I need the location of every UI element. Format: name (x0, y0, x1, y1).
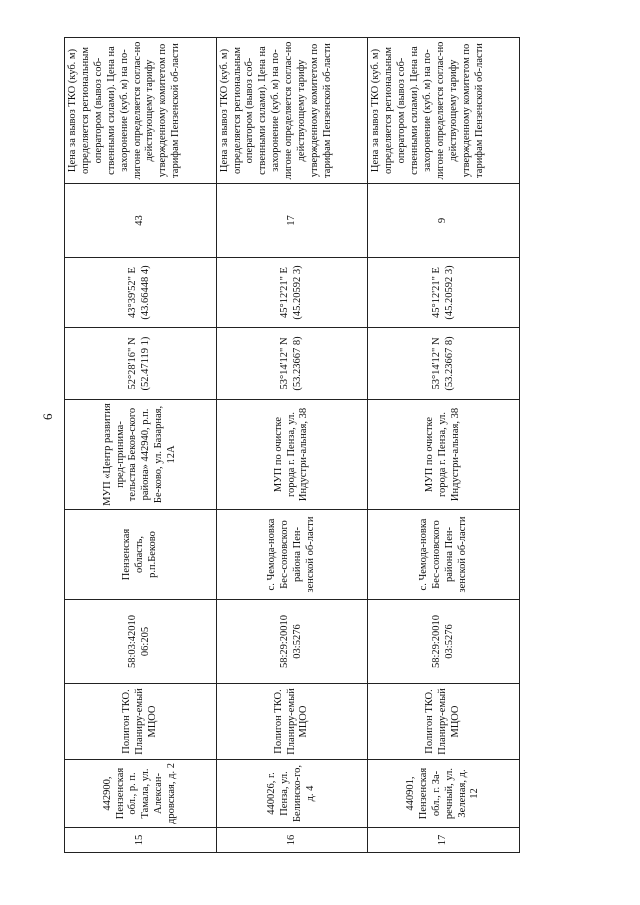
cell-address: 440901, Пензенская обл., г. За-речный, ул. Зеленая, д. 12 (368, 760, 520, 828)
cell-distance: 17 (216, 184, 368, 258)
cell-distance: 43 (65, 184, 217, 258)
table-row (65, 38, 217, 853)
landfill-table (64, 37, 520, 853)
cell-longitude: 45°12'21" E (45.20592 3) (368, 258, 520, 328)
table-row (368, 38, 520, 853)
cell-type: Полигон ТКО. Планиру-емый МЦОО (65, 684, 217, 760)
cell-type: Полигон ТКО. Планиру-емый МЦОО (216, 684, 368, 760)
cell-cadastral: 58:29:20010 03:5276 (368, 600, 520, 684)
cell-notes: Цена за вывоз ТКО (куб. м) определяется региональным оператором (вывоз соб-ственными силами). Цена на захоронение (куб. м) на по-лигоне определяется соглас-но действующему тарифу утвержденному комитетом по тарифам Пензенской об-ласти (368, 38, 520, 184)
cell-location: Пензенская область, р.п.Беково (65, 510, 217, 600)
cell-latitude: 52°28'16" N (52.47119 1) (65, 328, 217, 400)
cell-cadastral: 58:29:20010 03:5276 (216, 600, 368, 684)
cell-longitude: 45°12'21" E (45.20592 3) (216, 258, 368, 328)
cell-address: 440026, г. Пенза, ул. Белинско-го, д. 4 (216, 760, 368, 828)
cell-operator: МУП «Центр развития пред-принима-тельства Беков-ского района» 442940, р.п. Бе-ково, ул. Базарная, 12А (65, 400, 217, 510)
cell-notes: Цена за вывоз ТКО (куб. м) определяется региональным оператором (вывоз соб-ственными силами). Цена на захоронение (куб. м) на по-лигоне определяется соглас-но действующему тарифу утвержденному комитетом по тарифам Пензенской об-ласти (216, 38, 368, 184)
cell-latitude: 53°14'12" N (53.23667 8) (216, 328, 368, 400)
cell-location: с. Чемода-новка Бес-соновского района Пен-зенской об-ласти (368, 510, 520, 600)
cell-cadastral: 58:03:42010 06:205 (65, 600, 217, 684)
cell-location: с. Чемода-новка Бес-соновского района Пен-зенской об-ласти (216, 510, 368, 600)
cell-operator: МУП по очистке города г. Пенза, ул. Индустри-альная, 38 (216, 400, 368, 510)
cell-num: 16 (216, 828, 368, 853)
table-row (216, 38, 368, 853)
cell-num: 17 (368, 828, 520, 853)
cell-longitude: 43°39'52" E (43.66448 4) (65, 258, 217, 328)
cell-type: Полигон ТКО. Планиру-емый МЦОО (368, 684, 520, 760)
cell-address: 442900, Пензенская обл., р. п. Тамала, ул. Алексан-дровская, д. 2 (65, 760, 217, 828)
cell-distance: 9 (368, 184, 520, 258)
rotated-table-container (64, 38, 520, 853)
cell-num: 15 (65, 828, 217, 853)
cell-operator: МУП по очистке города г. Пенза, ул. Индустри-альная, 38 (368, 400, 520, 510)
page-number: 6 (40, 413, 55, 420)
cell-notes: Цена за вывоз ТКО (куб. м) определяется региональным оператором (вывоз соб-ственными силами). Цена на захоронение (куб. м) на по-лигоне определяется соглас-но действующему тарифу утвержденному комитетом по тарифам Пензенской об-ласти (65, 38, 217, 184)
cell-latitude: 53°14'12" N (53.23667 8) (368, 328, 520, 400)
